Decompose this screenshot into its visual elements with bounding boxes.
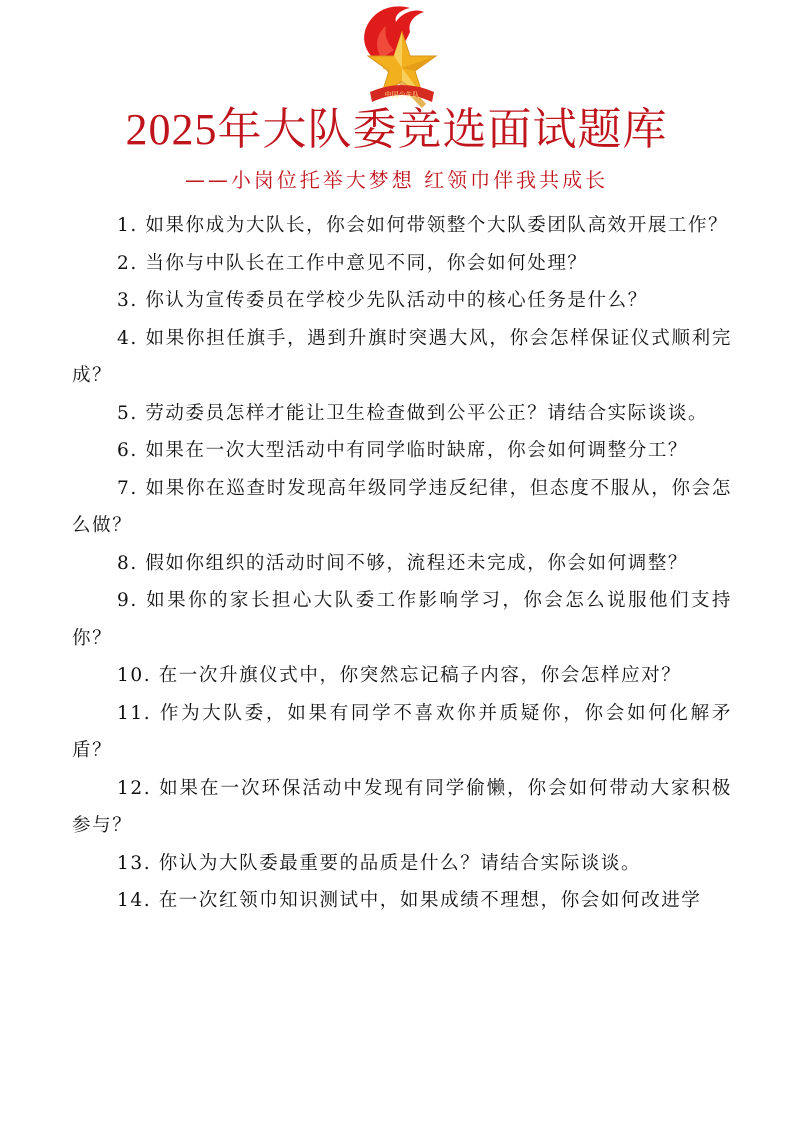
young-pioneers-emblem-icon: [352, 2, 448, 108]
document-title: 2025年大队委竞选面试题库: [125, 105, 668, 154]
question-item: 9. 如果你的家长担心大队委工作影响学习，你会怎么说服他们支持你？: [72, 590, 732, 649]
question-item: 5. 劳动委员怎样才能让卫生检查做到公平公正？请结合实际谈谈。: [117, 402, 709, 424]
question-item: 6. 如果在一次大型活动中有同学临时缺席，你会如何调整分工？: [117, 440, 689, 461]
question-item: 1. 如果你成为大队长，你会如何带领整个大队委团队高效开展工作？: [117, 215, 729, 236]
question-item: 13. 你认为大队委最重要的品质是什么？请结合实际谈谈。: [117, 852, 642, 874]
question-item: 10. 在一次升旗仪式中，你突然忘记稿子内容，你会怎样应对？: [117, 665, 682, 686]
document-subtitle: ——小岗位托举大梦想 红领巾伴我共成长: [184, 168, 609, 192]
question-list: [72, 207, 732, 920]
question-item: 3. 你认为宣传委员在学校少先队活动中的核心任务是什么？: [117, 290, 648, 311]
question-item: 4. 如果你担任旗手，遇到升旗时突遇大风，你会怎样保证仪式顺利完成？: [72, 327, 732, 386]
question-item: 8. 假如你组织的活动时间不够，流程还未完成，你会如何调整？: [117, 552, 689, 574]
svg-text:中国少先队: 中国少先队: [384, 91, 420, 99]
question-item: 7. 如果你在巡查时发现高年级同学违反纪律，但态度不服从，你会怎么做？: [72, 477, 732, 536]
question-item: 12. 如果在一次环保活动中发现有同学偷懒，你会如何带动大家积极参与？: [72, 777, 732, 836]
question-item: 14. 在一次红领巾知识测试中，如果成绩不理想，你会如何改进学: [117, 890, 702, 911]
question-item: 2. 当你与中队长在工作中意见不同，你会如何处理？: [117, 252, 588, 274]
question-item: 11. 作为大队委，如果有同学不喜欢你并质疑你，你会如何化解矛盾？: [72, 702, 732, 761]
